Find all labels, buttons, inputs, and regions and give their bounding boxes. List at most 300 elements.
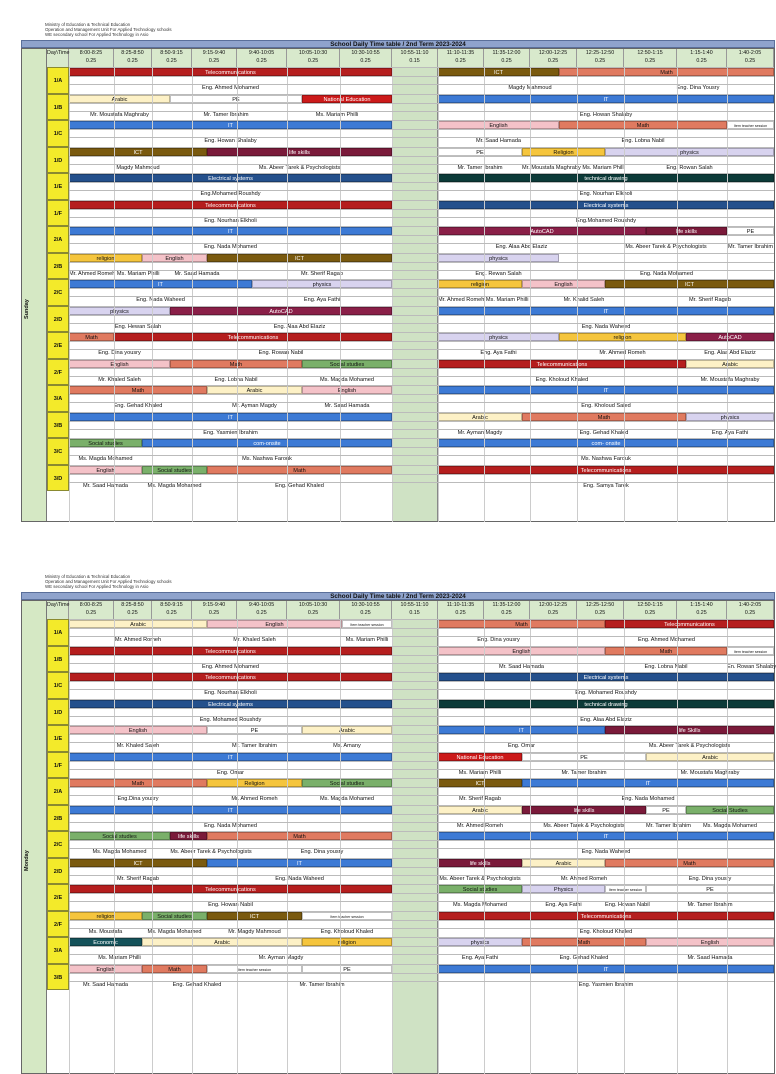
subject-cell: Telecommunications xyxy=(69,201,392,209)
subject-cell: IT xyxy=(69,227,392,235)
time-slot-label: 8:25-8:50 xyxy=(121,50,144,56)
grid-vline xyxy=(484,67,485,522)
time-slot-label: 11:10-11:35 xyxy=(446,602,475,608)
teacher-name: Mr. Saad Hamada xyxy=(324,403,370,409)
subject-cell: National Education xyxy=(302,95,392,103)
subject-cell: IT xyxy=(69,806,392,814)
subject-cell: IT xyxy=(69,280,252,288)
ministry-header xyxy=(45,22,172,37)
teacher-name: Ms. Amany xyxy=(333,743,361,749)
grid-vline xyxy=(114,67,115,522)
subject-cell: Arabic xyxy=(69,620,207,628)
class-label: 2/D xyxy=(47,306,69,333)
subject-cell: ICT xyxy=(207,912,302,920)
row-divider xyxy=(69,147,774,148)
day-label: Sunday xyxy=(24,299,30,319)
time-slot-label: 1:15-1:40 xyxy=(690,50,713,56)
row-divider xyxy=(69,288,774,289)
subject-cell: Math xyxy=(170,360,302,368)
subject-cell: Telecommunications xyxy=(69,885,392,893)
subject-cell: Religion xyxy=(522,148,605,156)
row-divider xyxy=(69,173,774,174)
row-divider xyxy=(69,778,774,779)
time-slot-label: 9:15-9:40 xyxy=(202,602,226,608)
teacher-name: Eng. Dina yousry xyxy=(300,849,344,855)
grid-vline xyxy=(392,619,393,1074)
subject-cell: Math xyxy=(69,386,207,394)
subject-cell: com-onsite xyxy=(142,439,392,447)
subject-cell: Telecommunications xyxy=(438,912,774,920)
row-divider xyxy=(69,858,774,859)
subject-cell: life skills xyxy=(438,859,522,867)
row-divider xyxy=(69,672,774,673)
teacher-name: Ms. Magda Mohamed xyxy=(92,849,147,855)
teacher-name: Mr. Tamer Ibrahim xyxy=(687,902,733,908)
row-divider xyxy=(69,805,774,806)
row-divider xyxy=(69,402,774,403)
row-divider xyxy=(69,884,774,885)
subject-cell: Electrical systems xyxy=(438,201,774,209)
row-divider xyxy=(69,628,774,629)
subject-cell: IT xyxy=(438,726,605,734)
class-label: 1/F xyxy=(47,752,69,779)
header-line-1: Ministry of Education & Technical Education xyxy=(45,22,131,27)
subject-cell: life skills xyxy=(170,832,207,840)
teacher-name: Mr. Moustafa Maghraby Ms. Mariam Philli xyxy=(522,164,625,171)
teacher-name: Eng. Gehad Khaled xyxy=(275,482,324,489)
row-divider xyxy=(69,769,774,770)
class-label: 2/A xyxy=(47,778,69,805)
grid-vline xyxy=(152,67,153,522)
teacher-name: Mr. Ayman Magdy xyxy=(457,429,503,436)
row-divider xyxy=(69,619,774,620)
row-divider xyxy=(69,447,774,448)
timetable-title: School Daily Time table / 2nd Term 2023-2024 xyxy=(21,40,775,48)
class-label: 3/A xyxy=(47,937,69,964)
teacher-name: Mr. Ayman Magdy xyxy=(258,955,304,961)
subject-cell: physics xyxy=(686,413,774,421)
timetable-title: School Daily Time table / 2nd Term 2023-2024 xyxy=(21,592,775,600)
teacher-name: Eng. Aya Fathi xyxy=(461,955,499,961)
class-label: 2/E xyxy=(47,332,69,359)
time-slot-label: 10:05-10:30 xyxy=(298,602,328,608)
time-slot-duration: 0.25 xyxy=(744,610,756,616)
subject-cell: religion xyxy=(559,333,686,341)
time-slot-label: 11:35-12:00 xyxy=(492,50,521,56)
class-label: 2/B xyxy=(47,805,69,832)
subject-cell: physics xyxy=(438,938,522,946)
teacher-name: Eng. Hewan Salah xyxy=(114,323,162,330)
teacher-name: Mr. Tamer Ibrahim xyxy=(203,111,249,118)
row-divider xyxy=(69,663,774,664)
teacher-name: Eng. Gehad Khaled xyxy=(559,955,609,961)
row-divider xyxy=(69,421,774,422)
grid-vline xyxy=(677,67,678,522)
grid-vline xyxy=(624,619,625,1074)
time-slot-duration: 0.25 xyxy=(594,58,606,64)
grid-vline xyxy=(677,619,678,1074)
grid-vline xyxy=(287,67,288,522)
teacher-name: Ms. Magda Mohamed xyxy=(147,482,202,489)
time-slot-duration: 0.25 xyxy=(547,610,559,616)
teacher-name: Ms. Mariam Philli xyxy=(315,111,359,118)
subject-cell: Telecommunications xyxy=(438,466,774,474)
time-slot-duration: 0.25 xyxy=(360,58,371,64)
row-divider xyxy=(69,655,774,656)
grid-vline xyxy=(192,67,193,522)
class-label: 1/E xyxy=(47,725,69,752)
row-divider xyxy=(69,893,774,894)
row-divider xyxy=(69,164,774,165)
teacher-name: Eng. Lobna Nabil xyxy=(214,376,258,383)
subject-cell: life skills xyxy=(522,806,646,814)
subject-cell: ICT xyxy=(69,859,207,867)
teacher-name: Mr. Ahmed Romeh xyxy=(114,637,162,643)
teacher-name: Eng. Howan Shalaby xyxy=(579,111,633,118)
row-divider xyxy=(69,708,774,709)
subject-cell: Telecommunications xyxy=(438,360,686,368)
teacher-name: Mr. Khaled Saleh xyxy=(116,743,160,749)
time-slot-duration: 0.25 xyxy=(307,58,319,64)
row-divider xyxy=(69,315,774,316)
subject-cell: IT xyxy=(438,95,774,103)
time-slot-duration: 0.25 xyxy=(644,610,656,616)
teacher-name: Eng. Dina Yousry xyxy=(676,85,720,91)
time-slot-duration: 0.15 xyxy=(409,610,420,616)
teacher-name: Eng. Dina yousry xyxy=(477,637,520,643)
subject-cell: Arabic xyxy=(686,360,774,368)
teacher-name: Eng. Rowan Salah xyxy=(666,164,713,171)
time-slot-label: 1:40-2:05 xyxy=(738,50,762,56)
time-slot-duration: 0.25 xyxy=(166,58,177,64)
teacher-name: Eng. Dina yousry xyxy=(688,875,732,882)
subject-cell: Telecommunications xyxy=(605,620,774,628)
row-divider xyxy=(69,455,774,456)
subject-cell: PE xyxy=(207,726,302,734)
row-divider xyxy=(69,76,774,77)
teacher-name: Eng. Gehad Khaled xyxy=(172,981,222,988)
teacher-name: Ms. Mariam Philli xyxy=(345,637,389,643)
subject-cell: technical drawing xyxy=(438,700,774,708)
teacher-name: Ms. Abeer Tarek & Psychologists xyxy=(258,164,341,171)
teacher-name: Eng.Mohamed Roushdy xyxy=(575,217,636,224)
teacher-name: Ms. Abeer Tarek & Psychologists xyxy=(439,875,521,882)
subject-cell: technical drawing xyxy=(438,174,774,182)
row-divider xyxy=(69,296,774,297)
time-slot-label: 12:25-12:50 xyxy=(585,50,615,56)
subject-cell: Telecommunications xyxy=(114,333,392,341)
teacher-name: Mr. Tamer Ibrahim xyxy=(561,769,607,776)
teacher-name: Eng. Nada Mohamed xyxy=(621,796,675,802)
row-divider xyxy=(69,368,774,369)
class-label: 1/C xyxy=(47,672,69,699)
subject-cell: PE xyxy=(727,227,774,235)
day-time-header: Day\Time xyxy=(47,49,69,67)
teacher-name: Eng. Kholoud Khaled xyxy=(579,928,633,935)
row-divider xyxy=(69,279,774,280)
teacher-name: Ms. Nashwa Farouk xyxy=(581,456,631,462)
row-divider xyxy=(69,438,774,439)
grid-vline xyxy=(237,619,238,1074)
teacher-name: Eng. Yasmien Ibrahim xyxy=(203,429,258,436)
row-divider xyxy=(69,412,774,413)
row-divider xyxy=(69,867,774,868)
grid-vline xyxy=(727,619,728,1074)
teacher-name: Eng. Kholoud Khaled xyxy=(320,928,374,935)
row-divider xyxy=(69,190,774,191)
row-divider xyxy=(69,323,774,324)
row-divider xyxy=(69,103,774,104)
teacher-name: Eng. Nada Mohamed xyxy=(204,244,257,250)
teacher-name: Eng. Aya Fathi xyxy=(480,350,517,356)
teacher-name: Ms. Abeer Tarek & Psychologists xyxy=(170,849,252,855)
row-divider xyxy=(69,742,774,743)
subject-cell: English xyxy=(207,620,342,628)
class-label: 1/E xyxy=(47,173,69,200)
subject-cell: religion xyxy=(302,938,392,946)
time-slot-label: 8:00-8:25 xyxy=(79,602,103,608)
subject-cell: Math xyxy=(142,965,207,973)
row-divider xyxy=(69,253,774,254)
teacher-name: Eng. Aya Fathi xyxy=(711,429,749,436)
row-divider xyxy=(69,67,774,68)
class-label: 2/D xyxy=(47,858,69,885)
subject-cell: AutoCAD xyxy=(438,227,646,235)
grid-vline xyxy=(438,619,439,1074)
row-divider xyxy=(69,937,774,938)
class-label: 3/B xyxy=(47,964,69,991)
subject-cell: Arabic xyxy=(207,386,302,394)
teacher-name: Eng. Nada Waheed xyxy=(275,875,324,882)
subject-cell: physics xyxy=(438,254,559,262)
subject-cell: English xyxy=(69,965,142,973)
row-divider xyxy=(69,725,774,726)
time-slot-label: 1:15-1:40 xyxy=(690,602,713,608)
time-slot-duration: 0.25 xyxy=(85,610,97,616)
grid-vline xyxy=(727,67,728,522)
teacher-session-note: Item teacher session xyxy=(207,965,302,973)
row-divider xyxy=(69,137,774,138)
subject-cell: Math xyxy=(207,466,392,474)
teacher-name: Mr. Ahmed Romeh xyxy=(456,822,504,829)
class-label: 1/D xyxy=(47,147,69,174)
teacher-name: Mr. Khaled Saleh xyxy=(233,637,276,643)
teacher-name: Eng. Mohamed Roushdy xyxy=(575,690,637,696)
teacher-name: Mr. Sherif Ragab xyxy=(689,297,731,303)
subject-cell: Arabic xyxy=(142,938,302,946)
row-divider xyxy=(69,84,774,85)
teacher-name: Eng. Rowan Nabil xyxy=(258,350,304,356)
subject-cell: Electrical systems xyxy=(438,673,774,681)
row-divider xyxy=(69,94,774,95)
subject-cell: English xyxy=(522,280,605,288)
time-slot-label: 9:40-10:05 xyxy=(248,602,275,608)
row-divider xyxy=(69,474,774,475)
subject-cell: Social studies xyxy=(69,832,170,840)
teacher-name: Eng. Alaa Abd Elaziz xyxy=(580,716,632,723)
grid-vline xyxy=(152,619,153,1074)
subject-cell: English xyxy=(69,466,142,474)
teacher-name: Mr. Ayman Magdy xyxy=(232,403,277,409)
time-slot-duration: 0.25 xyxy=(307,610,319,616)
time-slot-label: 12:50-1:15 xyxy=(637,50,663,56)
subject-cell: Math xyxy=(559,121,727,129)
teacher-name: Mr. Saad Hamada xyxy=(82,482,129,489)
subject-cell: PE xyxy=(302,965,392,973)
class-label: 1/C xyxy=(47,120,69,147)
subject-cell: AutoCAD xyxy=(686,333,774,341)
teacher-name: Eng. Howan Shalaby xyxy=(204,138,257,144)
subject-cell: physics xyxy=(69,307,170,315)
row-divider xyxy=(69,954,774,955)
time-slot-label: 9:15-9:40 xyxy=(202,50,226,56)
subject-cell: ICT xyxy=(438,68,559,76)
subject-cell: Social studies xyxy=(302,779,392,787)
teacher-name: Ms. Abeer Tarek & Psychologists xyxy=(543,822,625,829)
teacher-name: Ms. Magda Mohamed xyxy=(319,376,375,383)
subject-cell: IT xyxy=(438,386,774,394)
grid-vline xyxy=(624,67,625,522)
teacher-name: Eng. Nada Waheed xyxy=(581,849,631,855)
row-divider xyxy=(69,111,774,112)
teacher-session-note: Item teacher session xyxy=(342,620,392,628)
teacher-name: Eng. Kholoud Saied xyxy=(581,403,631,409)
teacher-name: Mr. Ahmed Romeh Ms. Mariam Philli xyxy=(438,297,529,303)
subject-cell: PE xyxy=(646,806,686,814)
time-slot-duration: 0.15 xyxy=(409,58,420,64)
teacher-name: Magdy Mahmoud xyxy=(116,164,160,171)
teacher-name: Eng. Howan Nabil xyxy=(208,902,253,908)
teacher-name: Eng. Mohamed Roushdy xyxy=(199,716,262,723)
row-divider xyxy=(69,946,774,947)
teacher-name: Eng. Aya Fathi xyxy=(303,297,341,303)
teacher-name: Mr. Ahmed Romeh xyxy=(599,350,646,356)
row-divider xyxy=(69,761,774,762)
subject-cell: religion xyxy=(438,280,522,288)
row-divider xyxy=(69,681,774,682)
teacher-session-note: Item teacher session xyxy=(302,912,392,920)
subject-cell: English xyxy=(302,386,392,394)
subject-cell: Telecommunications xyxy=(69,647,392,655)
class-label: 2/F xyxy=(47,911,69,938)
row-divider xyxy=(69,928,774,929)
teacher-name: Mr. Tamer Ibrahim xyxy=(728,244,773,250)
teacher-name: Eng. Howan Nabil xyxy=(605,902,650,908)
row-divider xyxy=(69,734,774,735)
teacher-name: Eng. Omar xyxy=(507,743,536,749)
time-slot-duration: 0.25 xyxy=(360,610,371,616)
row-divider xyxy=(69,235,774,236)
subject-cell: physics xyxy=(605,148,774,156)
teacher-name: Eng. Nourhan Elkholi xyxy=(204,217,257,224)
time-slot-label: 8:50-9:15 xyxy=(160,50,183,56)
subject-cell: ICT xyxy=(438,779,522,787)
subject-cell: life skills xyxy=(646,227,727,235)
subject-cell: Telecommunications xyxy=(69,68,392,76)
row-divider xyxy=(69,981,774,982)
timetable-grid xyxy=(21,600,775,1074)
subject-cell: Electrical systems xyxy=(69,174,392,182)
class-label: 1/B xyxy=(47,94,69,121)
grid-vline xyxy=(237,67,238,522)
time-slot-label: 9:40-10:05 xyxy=(248,50,275,56)
subject-cell: English xyxy=(69,360,170,368)
time-slot-duration: 0.25 xyxy=(744,58,756,64)
teacher-name: Eng. Gehad Khaled xyxy=(579,429,629,436)
subject-cell: Arabic xyxy=(438,806,522,814)
teacher-name: Ms. Abeer Tarek & Psychologists xyxy=(648,743,731,749)
row-divider xyxy=(69,270,774,271)
row-divider xyxy=(69,243,774,244)
row-divider xyxy=(69,831,774,832)
subject-cell: English xyxy=(69,726,207,734)
teacher-name: Mr. Sherif Ragab xyxy=(117,875,159,882)
teacher-name: Eng. Alaa Abd Elaziz xyxy=(495,244,548,250)
teacher-name: Eng. Lobna Nabil xyxy=(621,138,665,144)
time-slot-duration: 0.25 xyxy=(127,58,138,64)
row-divider xyxy=(69,482,774,483)
row-divider xyxy=(69,840,774,841)
teacher-name: Eng. Ahmed Mohamed xyxy=(638,637,695,643)
row-divider xyxy=(69,349,774,350)
subject-cell: Math xyxy=(438,620,605,628)
teacher-name: Mr. Tamer Ibrahim xyxy=(646,822,691,829)
row-divider xyxy=(69,973,774,974)
subject-cell: IT xyxy=(438,965,774,973)
time-slot-label: 10:05-10:30 xyxy=(298,50,328,56)
teacher-name: Eng. Lobna Nabil xyxy=(644,663,688,670)
row-divider xyxy=(69,341,774,342)
row-divider xyxy=(69,129,774,130)
time-slot-duration: 0.25 xyxy=(501,58,512,64)
teacher-name: Ms. Magda Mohamed xyxy=(319,796,375,802)
subject-cell: com- onsite xyxy=(438,439,774,447)
subject-cell: Social studies xyxy=(302,360,392,368)
grid-vline xyxy=(287,619,288,1074)
row-divider xyxy=(69,699,774,700)
subject-cell: Arabic xyxy=(522,859,605,867)
subject-cell: Math xyxy=(605,647,727,655)
teacher-name: Eng. Nada Mohamed xyxy=(640,270,693,277)
subject-cell: Electrical systems xyxy=(69,700,392,708)
ministry-header xyxy=(45,574,172,589)
class-label: 3/D xyxy=(47,465,69,492)
time-slot-duration: 0.25 xyxy=(256,58,267,64)
subject-cell: Math xyxy=(69,779,207,787)
time-slot-label: 8:25-8:50 xyxy=(121,602,144,608)
row-divider xyxy=(69,814,774,815)
subject-cell: Social studies xyxy=(69,439,142,447)
subject-cell: English xyxy=(438,647,605,655)
subject-cell: English xyxy=(438,121,559,129)
teacher-name: Eng. Yasmien Ibrahim xyxy=(578,981,634,988)
timetable-grid xyxy=(21,48,775,522)
grid-vline xyxy=(577,619,578,1074)
class-label: 2/B xyxy=(47,253,69,280)
teacher-name: Ms. Magda Mohamed xyxy=(147,928,202,935)
grid-vline xyxy=(438,67,439,522)
row-divider xyxy=(69,226,774,227)
teacher-name: Mr. Moustafa Maghraby xyxy=(90,111,149,118)
subject-cell: Arabic xyxy=(302,726,392,734)
teacher-name: Mr. Tamer Ibrahim xyxy=(232,743,277,749)
teacher-name: Eng. Nourhan Elkholi xyxy=(579,191,633,197)
time-slot-label: 12:00-12:25 xyxy=(538,602,568,608)
grid-vline xyxy=(392,67,393,522)
teacher-name: Eng.Dina yousry xyxy=(117,796,159,802)
class-label: 2/A xyxy=(47,226,69,253)
teacher-session-note: Item teacher session xyxy=(605,885,646,893)
